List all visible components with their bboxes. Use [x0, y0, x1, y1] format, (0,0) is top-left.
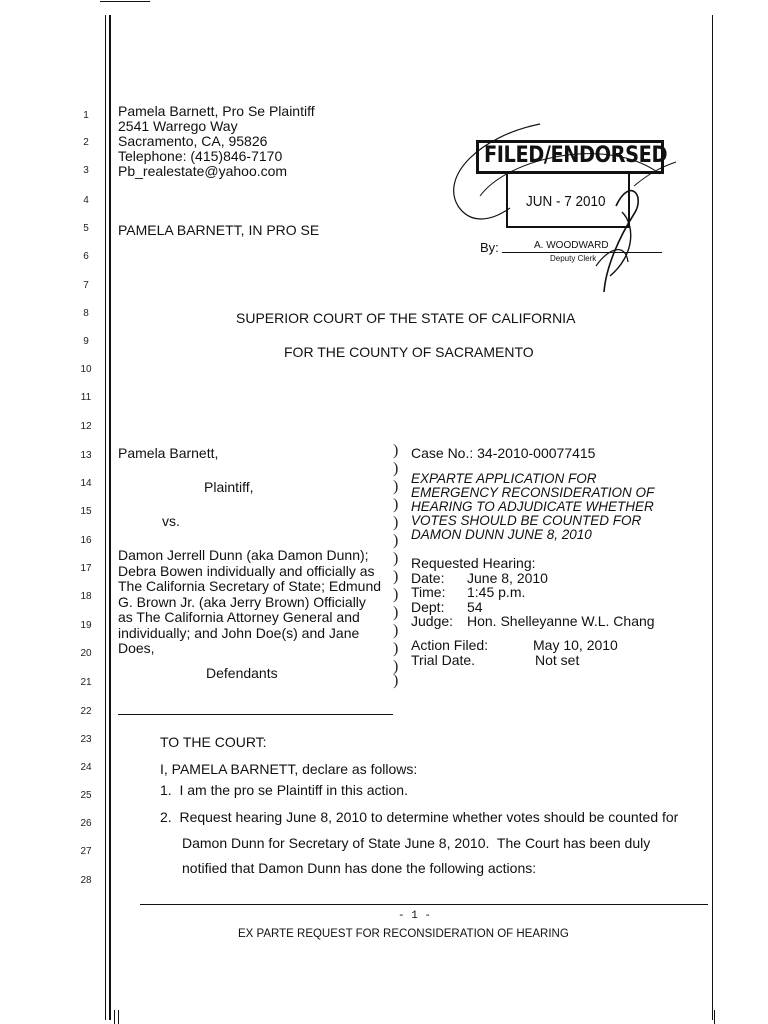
- stamp-by-label: By:: [480, 240, 499, 255]
- action-filed-value: May 10, 2010: [533, 637, 618, 653]
- line-number: 23: [80, 734, 92, 745]
- hearing-date-label: Date:: [411, 569, 445, 586]
- line-number: 27: [80, 846, 92, 857]
- case-title: [411, 472, 654, 542]
- right-margin-rule: [712, 15, 713, 1020]
- filing-dates: [411, 638, 618, 668]
- stamp-date: JUN - 7 2010: [526, 193, 606, 210]
- line-number: 28: [80, 875, 92, 886]
- hearing-date-row: [411, 571, 655, 586]
- case-title-line: DAMON DUNN JUNE 8, 2010: [411, 527, 592, 542]
- hearing-time-value: 1:45 p.m.: [467, 584, 526, 600]
- hearing-date-value: June 8, 2010: [467, 569, 548, 586]
- line-number: 7: [83, 280, 89, 291]
- line-number: 17: [80, 563, 92, 574]
- line-number: 2: [83, 137, 89, 148]
- page-number: - 1 -: [398, 910, 432, 922]
- case-title-line: EXPARTE APPLICATION FOR: [411, 471, 597, 486]
- trial-date-value: Not set: [535, 652, 580, 668]
- defendant-line: The California Secretary of State; Edmund: [118, 578, 382, 594]
- court-name: SUPERIOR COURT OF THE STATE OF CALIFORNIA: [236, 310, 576, 326]
- header-line: Pamela Barnett, Pro Se Plaintiff: [118, 103, 315, 119]
- plaintiff-name: Pamela Barnett,: [118, 445, 219, 461]
- line-number: 14: [80, 478, 92, 489]
- requested-hearing: Requested Hearing:: [411, 555, 536, 571]
- header-line: Telephone: (415)846-7170: [118, 148, 283, 164]
- case-title-line: HEARING TO ADJUDICATE WHETHER: [411, 499, 654, 514]
- line-number: 15: [80, 506, 92, 517]
- stamp-deputy: Deputy Clerk: [550, 254, 597, 263]
- hearing-time-label: Time:: [411, 584, 446, 600]
- line-number: 5: [83, 223, 89, 234]
- caption-divider: [118, 714, 393, 715]
- to-the-court: TO THE COURT:: [160, 734, 267, 750]
- line-number: 10: [80, 364, 92, 375]
- caption-header: [118, 104, 315, 179]
- defendant-line: Does,: [118, 640, 155, 656]
- case-number: Case No.: 34-2010-00077415: [411, 445, 596, 461]
- line-number: 9: [83, 336, 89, 347]
- line-number: 20: [80, 648, 92, 659]
- line-number: 26: [80, 818, 92, 829]
- item-2-line-1: 2. Request hearing June 8, 2010 to determine whether votes should be counted for: [160, 809, 679, 825]
- line-number: 6: [83, 251, 89, 262]
- header-line: Pb_realestate@yahoo.com: [118, 163, 288, 179]
- stamp-title: FILED/ENDORSED: [484, 143, 668, 168]
- versus: vs.: [162, 513, 180, 529]
- stamp-scribble: [420, 116, 680, 306]
- action-filed-row: [411, 638, 618, 653]
- line-number: 16: [80, 535, 92, 546]
- line-number: 19: [80, 620, 92, 631]
- trial-date-label: Trial Date.: [411, 652, 476, 668]
- hearing-judge-label: Judge:: [411, 613, 454, 629]
- hearing-dept-row: [411, 600, 655, 615]
- item-2-line-3: notified that Damon Dunn has done the following actions:: [182, 860, 537, 876]
- line-number: 18: [80, 591, 92, 602]
- bottom-left-tick: [114, 1010, 115, 1024]
- stamp-clerk: A. WOODWARD: [534, 240, 609, 251]
- defendants-role: Defendants: [206, 665, 278, 681]
- defendant-line: Damon Jerrell Dunn (aka Damon Dunn);: [118, 547, 369, 563]
- header-line: Sacramento, CA, 95826: [118, 133, 268, 149]
- footer-rule: [140, 904, 708, 905]
- line-number: 11: [80, 392, 92, 403]
- line-number: 1: [83, 110, 89, 121]
- line-number: 22: [80, 706, 92, 717]
- hearing-dept-label: Dept:: [411, 598, 445, 615]
- defendant-line: Debra Bowen individually and officially as: [118, 562, 375, 579]
- defendants-list: [118, 548, 381, 657]
- bottom-right-tick: [714, 1010, 715, 1024]
- in-pro-se: PAMELA BARNETT, IN PRO SE: [118, 222, 320, 238]
- defendant-line: individually; and John Doe(s) and Jane: [118, 624, 360, 641]
- case-title-line: EMERGENCY RECONSIDERATION OF: [411, 485, 655, 500]
- hearing-time-row: [411, 585, 655, 600]
- hearing-judge-row: [411, 614, 655, 629]
- plaintiff-role: Plaintiff,: [204, 479, 254, 495]
- line-number: 4: [83, 195, 89, 206]
- header-line: 2541 Warrego Way: [118, 118, 238, 134]
- defendant-line: as The California Attorney General and: [118, 609, 360, 625]
- bottom-left-tick: [118, 1010, 119, 1024]
- item-2-line-2: Damon Dunn for Secretary of State June 8, 2010. The Court has been duly: [182, 835, 651, 851]
- left-margin-rule-inner: [109, 15, 111, 1020]
- hearing-info: [411, 556, 655, 629]
- hearing-judge-value: Hon. Shelleyanne W.L. Chang: [467, 613, 655, 629]
- line-number: 12: [80, 421, 92, 432]
- line-number: 21: [80, 677, 92, 688]
- line-number: 13: [80, 450, 92, 461]
- line-number: 3: [83, 165, 89, 176]
- top-rule: [100, 1, 150, 2]
- footer-title: EX PARTE REQUEST FOR RECONSIDERATION OF HEARING: [238, 928, 569, 940]
- action-filed-label: Action Filed:: [411, 637, 489, 653]
- line-number: 8: [83, 308, 89, 319]
- filed-stamp: [472, 140, 668, 266]
- line-number: 24: [80, 762, 92, 773]
- trial-date-row: [411, 653, 618, 668]
- left-margin-rule-outer: [105, 15, 106, 1020]
- case-title-line: VOTES SHOULD BE COUNTED FOR: [411, 513, 642, 528]
- hearing-dept-value: 54: [467, 598, 483, 615]
- court-county: FOR THE COUNTY OF SACRAMENTO: [284, 344, 534, 360]
- item-1: 1. I am the pro se Plaintiff in this action.: [160, 782, 408, 798]
- defendant-line: G. Brown Jr. (aka Jerry Brown) Officially: [118, 593, 366, 610]
- declaration-intro: I, PAMELA BARNETT, declare as follows:: [160, 761, 418, 777]
- line-number: 25: [80, 790, 92, 801]
